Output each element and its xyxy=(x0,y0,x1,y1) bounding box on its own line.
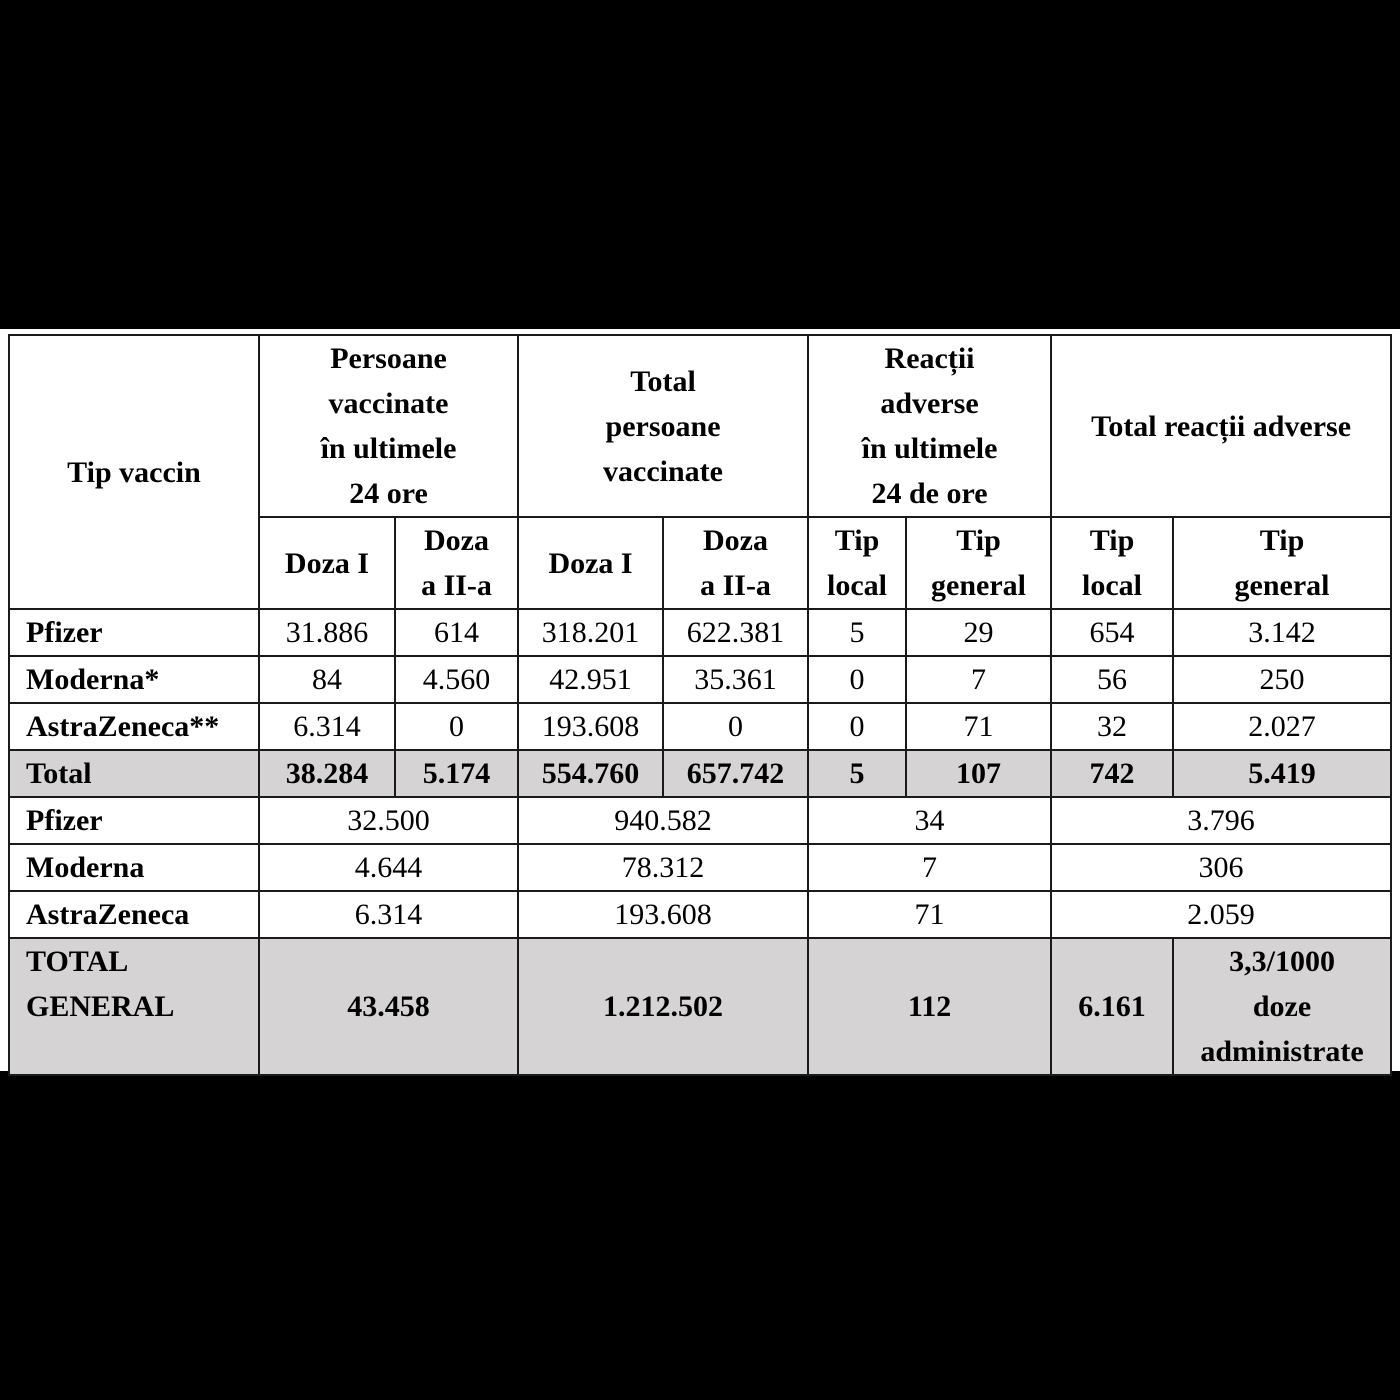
header-doza-ii-24h: Doza a II-a xyxy=(395,517,518,609)
cell-value: 622.381 xyxy=(663,609,808,656)
cell-value: 3.796 xyxy=(1051,797,1391,844)
cell-value: 4.560 xyxy=(395,656,518,703)
cell-value: 554.760 xyxy=(518,750,663,797)
cell-value: 5 xyxy=(808,609,906,656)
header-row-top xyxy=(9,335,1391,517)
row-label: AstraZeneca** xyxy=(9,703,259,750)
header-total-reactii: Total reacții adverse xyxy=(1051,335,1391,517)
total-row xyxy=(9,750,1391,797)
cell-value: 2.027 xyxy=(1173,703,1391,750)
cell-value: 742 xyxy=(1051,750,1173,797)
cell-value: 0 xyxy=(395,703,518,750)
cell-value: 6.314 xyxy=(259,703,395,750)
cell-value: 42.951 xyxy=(518,656,663,703)
header-persoane-24h: Persoane vaccinate în ultimele 24 ore xyxy=(259,335,518,517)
row-label: Moderna xyxy=(9,844,259,891)
header-tip-general-24h: Tip general xyxy=(906,517,1051,609)
cell-value: 7 xyxy=(808,844,1051,891)
summary-row xyxy=(9,844,1391,891)
header-doza-i-total: Doza I xyxy=(518,517,663,609)
cell-value: 38.284 xyxy=(259,750,395,797)
cell-value: 84 xyxy=(259,656,395,703)
cell-value: 7 xyxy=(906,656,1051,703)
cell-value: 112 xyxy=(808,938,1051,1075)
cell-value: 1.212.502 xyxy=(518,938,808,1075)
cell-value: 43.458 xyxy=(259,938,518,1075)
table-row xyxy=(9,656,1391,703)
cell-value: 940.582 xyxy=(518,797,808,844)
cell-value: 193.608 xyxy=(518,891,808,938)
cell-value: 0 xyxy=(808,656,906,703)
header-total-persoane: Total persoane vaccinate xyxy=(518,335,808,517)
row-label: AstraZeneca xyxy=(9,891,259,938)
header-tip-vaccin: Tip vaccin xyxy=(9,335,259,609)
cell-value: 654 xyxy=(1051,609,1173,656)
header-tip-local-24h: Tip local xyxy=(808,517,906,609)
row-label: Pfizer xyxy=(9,797,259,844)
header-reactii-24h: Reacții adverse în ultimele 24 de ore xyxy=(808,335,1051,517)
row-label: Moderna* xyxy=(9,656,259,703)
document-page xyxy=(0,329,1400,1071)
vaccination-table xyxy=(8,334,1392,1076)
row-label: Pfizer xyxy=(9,609,259,656)
cell-value: 107 xyxy=(906,750,1051,797)
cell-value: 0 xyxy=(663,703,808,750)
row-label: Total xyxy=(9,750,259,797)
summary-row xyxy=(9,891,1391,938)
cell-value: 5 xyxy=(808,750,906,797)
header-tip-local-total: Tip local xyxy=(1051,517,1173,609)
cell-value: 6.314 xyxy=(259,891,518,938)
cell-value: 32.500 xyxy=(259,797,518,844)
cell-value: 5.419 xyxy=(1173,750,1391,797)
cell-value: 71 xyxy=(906,703,1051,750)
table-row xyxy=(9,703,1391,750)
cell-value: 3.142 xyxy=(1173,609,1391,656)
cell-value: 5.174 xyxy=(395,750,518,797)
cell-value: 657.742 xyxy=(663,750,808,797)
cell-value: 6.161 xyxy=(1051,938,1173,1075)
cell-value: 4.644 xyxy=(259,844,518,891)
header-doza-i-24h: Doza I xyxy=(259,517,395,609)
row-label: TOTAL GENERAL xyxy=(9,938,259,1075)
cell-value: 31.886 xyxy=(259,609,395,656)
cell-value: 78.312 xyxy=(518,844,808,891)
cell-value: 2.059 xyxy=(1051,891,1391,938)
cell-value: 318.201 xyxy=(518,609,663,656)
cell-value: 306 xyxy=(1051,844,1391,891)
table-row xyxy=(9,609,1391,656)
header-tip-general-total: Tip general xyxy=(1173,517,1391,609)
cell-value: 614 xyxy=(395,609,518,656)
cell-value: 34 xyxy=(808,797,1051,844)
cell-value: 56 xyxy=(1051,656,1173,703)
cell-value: 71 xyxy=(808,891,1051,938)
cell-value: 35.361 xyxy=(663,656,808,703)
cell-value: 32 xyxy=(1051,703,1173,750)
header-doza-ii-total: Doza a II-a xyxy=(663,517,808,609)
summary-row xyxy=(9,797,1391,844)
cell-rate: 3,3/1000 doze administrate xyxy=(1173,938,1391,1075)
cell-value: 250 xyxy=(1173,656,1391,703)
cell-value: 193.608 xyxy=(518,703,663,750)
total-general-row xyxy=(9,938,1391,1075)
cell-value: 0 xyxy=(808,703,906,750)
cell-value: 29 xyxy=(906,609,1051,656)
